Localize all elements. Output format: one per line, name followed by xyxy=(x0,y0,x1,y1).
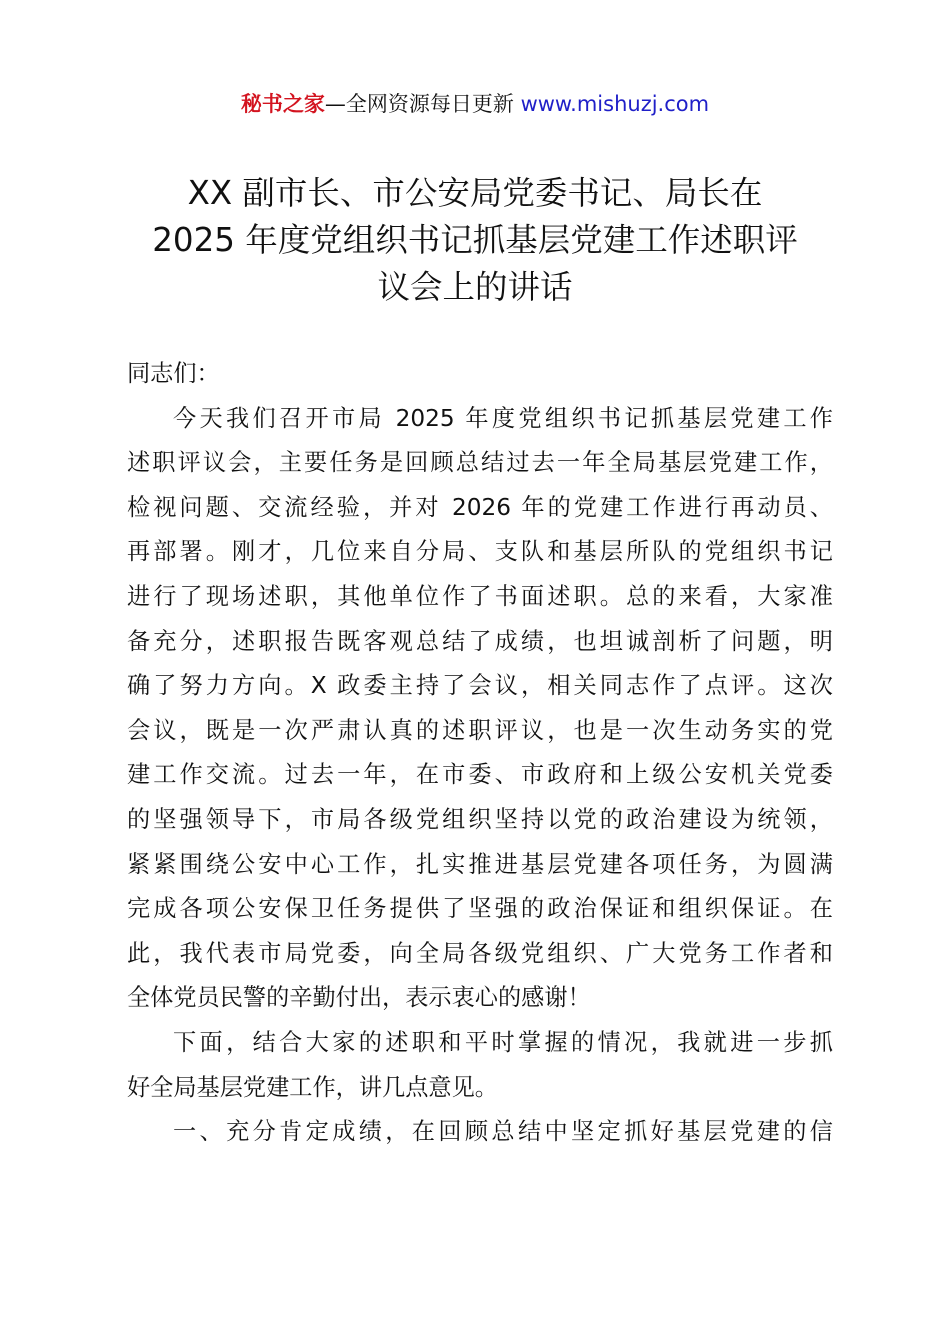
paragraph-line: 述职评议会，主要任务是回顾总结过去一年全局基层党建工作， xyxy=(127,449,833,477)
paragraph-line: 好全局基层党建工作，讲几点意见。 xyxy=(127,1073,498,1101)
site-tagline: —全网资源每日更新 xyxy=(324,92,521,116)
paragraph-line: 检视问题、交流经验，并对 2026 年的党建工作进行再动员、 xyxy=(127,493,833,521)
section-heading: 一、充分肯定成绩，在回顾总结中坚定抓好基层党建的信 xyxy=(173,1118,833,1146)
title-line: 2025 年度党组织书记抓基层党建工作述职评 xyxy=(152,221,798,259)
document-title xyxy=(110,170,840,311)
salutation: 同志们： xyxy=(127,360,220,387)
paragraph-line: 紧紧围绕公安中心工作，扎实推进基层党建各项任务，为圆满 xyxy=(127,850,833,878)
paragraph-line: 建工作交流。过去一年，在市委、市政府和上级公安机关党委 xyxy=(127,761,833,789)
paragraph-line: 此，我代表市局党委，向全局各级党组织、广大党务工作者和 xyxy=(127,939,833,967)
site-brand: 秘书之家 xyxy=(240,92,325,116)
paragraph-line: 进行了现场述职，其他单位作了书面述职。总的来看，大家准 xyxy=(127,582,833,610)
document-body xyxy=(127,352,833,1155)
title-line: XX 副市长、市公安局党委书记、局长在 xyxy=(187,174,763,212)
paragraph-line: 完成各项公安保卫任务提供了坚强的政治保证和组织保证。在 xyxy=(127,895,833,923)
paragraph-line: 会议，既是一次严肃认真的述职评议，也是一次生动务实的党 xyxy=(127,716,833,744)
paragraph-line: 确了努力方向。X 政委主持了会议，相关同志作了点评。这次 xyxy=(127,672,833,700)
paragraph-line: 下面，结合大家的述职和平时掌握的情况，我就进一步抓 xyxy=(173,1028,833,1056)
paragraph-line: 的坚强领导下，市局各级党组织坚持以党的政治建设为统领， xyxy=(127,805,833,833)
paragraph-line: 再部署。刚才，几位来自分局、支队和基层所队的党组织书记 xyxy=(127,538,833,566)
paragraph-line: 今天我们召开市局 2025 年度党组织书记抓基层党建工作 xyxy=(173,404,833,432)
title-line: 议会上的讲话 xyxy=(377,268,573,306)
paragraph-line: 全体党员民警的辛勤付出，表示衷心的感谢！ xyxy=(127,984,591,1012)
paragraph-line: 备充分，述职报告既客观总结了成绩，也坦诚剖析了问题，明 xyxy=(127,627,833,655)
site-url-link[interactable]: www.mishuzj.com xyxy=(520,92,710,116)
site-header xyxy=(0,88,950,120)
